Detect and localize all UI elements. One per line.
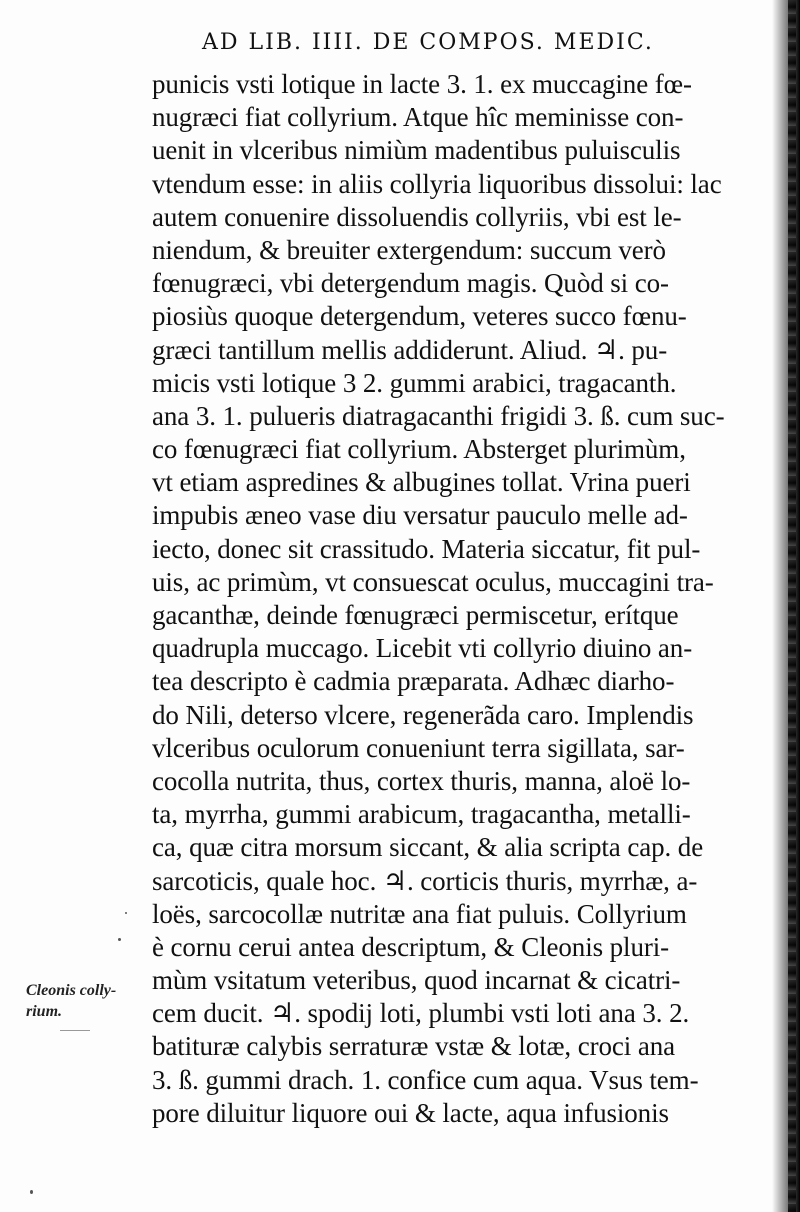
text-line: punicis vsti lotique in lacte 3. 1. ex muccagine fœ- — [152, 69, 692, 99]
text-line: ta, myrrha, gummi arabicum, tragacantha, metalli- — [152, 799, 691, 830]
text-line: batituræ calybis serraturæ vstæ & lotæ, croci ana — [152, 1031, 675, 1062]
text-line: è cornu cerui antea descriptum, & Cleonis pluri- — [152, 931, 670, 962]
text-line: autem conuenire dissoluendis collyriis, vbi est le- — [152, 201, 682, 232]
text-line: iecto, donec sit crassitudo. Materia siccatur, fit pul- — [152, 533, 701, 564]
text-line: fœnugræci, vbi detergendum magis. Quòd si co- — [152, 268, 669, 299]
text-line: vt etiam aspredines & albugines tollat. Vrina pueri — [152, 467, 691, 498]
ink-speck — [118, 938, 121, 941]
text-line: loës, sarcocollæ nutritæ ana fiat puluis. Collyrium — [152, 898, 687, 929]
text-line: niendum, & breuiter extergendum: succum verò — [152, 234, 666, 265]
running-head: AD LIB. IIII. DE COMPOS. MEDIC. — [202, 30, 654, 55]
text-line: sarcoticis, quale hoc. ♃. corticis thuris, myrrhæ, a- — [152, 865, 698, 896]
text-line: ana 3. 1. pulueris diatragacanthi frigidi 3. ß. cum suc- — [152, 400, 725, 431]
text-line: piosiùs quoque detergendum, veteres succo fœnu- — [152, 301, 687, 332]
text-line: vtendum esse: in aliis collyria liquoribus dissolui: lac — [152, 168, 722, 199]
text-line: cem ducit. ♃. spodij loti, plumbi vsti loti ana 3. 2. — [152, 998, 690, 1029]
ink-speck — [60, 1030, 90, 1031]
ink-speck — [30, 1190, 33, 1194]
body-text — [152, 68, 742, 1130]
text-line: græci tantillum mellis addiderunt. Aliud. ♃. pu- — [152, 334, 668, 365]
text-line: co fœnugræci fiat collyrium. Absterget plurimùm, — [152, 434, 686, 465]
text-line: pore diluitur liquore oui & lacte, aqua infusionis — [152, 1097, 669, 1128]
text-line: nugræci fiat collyrium. Atque hîc meminisse con- — [152, 102, 684, 133]
ink-speck — [125, 912, 127, 914]
text-line: impubis æneo vase diu versatur pauculo melle ad- — [152, 500, 688, 531]
page-binding-edge — [788, 0, 796, 1212]
text-line: quadrupla muccago. Licebit vti collyrio diuino an- — [152, 633, 693, 664]
text-line: mùm vsitatum veteribus, quod incarnat & cicatri- — [152, 965, 681, 996]
text-line: ca, quæ citra morsum siccant, & alia scripta cap. de — [152, 832, 704, 863]
text-line: 3. ß. gummi drach. 1. confice cum aqua. Vsus tem- — [152, 1064, 699, 1095]
text-line: micis vsti lotique 3 2. gummi arabici, tragacanth. — [152, 367, 677, 398]
text-line: uis, ac primùm, vt consuescat oculus, muccagini tra- — [152, 566, 714, 597]
text-line: uenit in vlceribus nimiùm madentibus puluisculis — [152, 135, 681, 166]
text-line: gacanthæ, deinde fœnugræci permiscetur, erítque — [152, 600, 679, 630]
text-line: do Nili, deterso vlcere, regenerãda caro. Implendis — [152, 699, 694, 730]
text-line: cocolla nutrita, thus, cortex thuris, manna, aloë lo- — [152, 765, 691, 796]
text-line: vlceribus oculorum conueniunt terra sigillata, sar- — [152, 732, 685, 763]
text-line: tea descripto è cadmia præparata. Adhæc diarho- — [152, 666, 675, 697]
marginal-note: Cleonis colly- rium. — [26, 982, 117, 1020]
